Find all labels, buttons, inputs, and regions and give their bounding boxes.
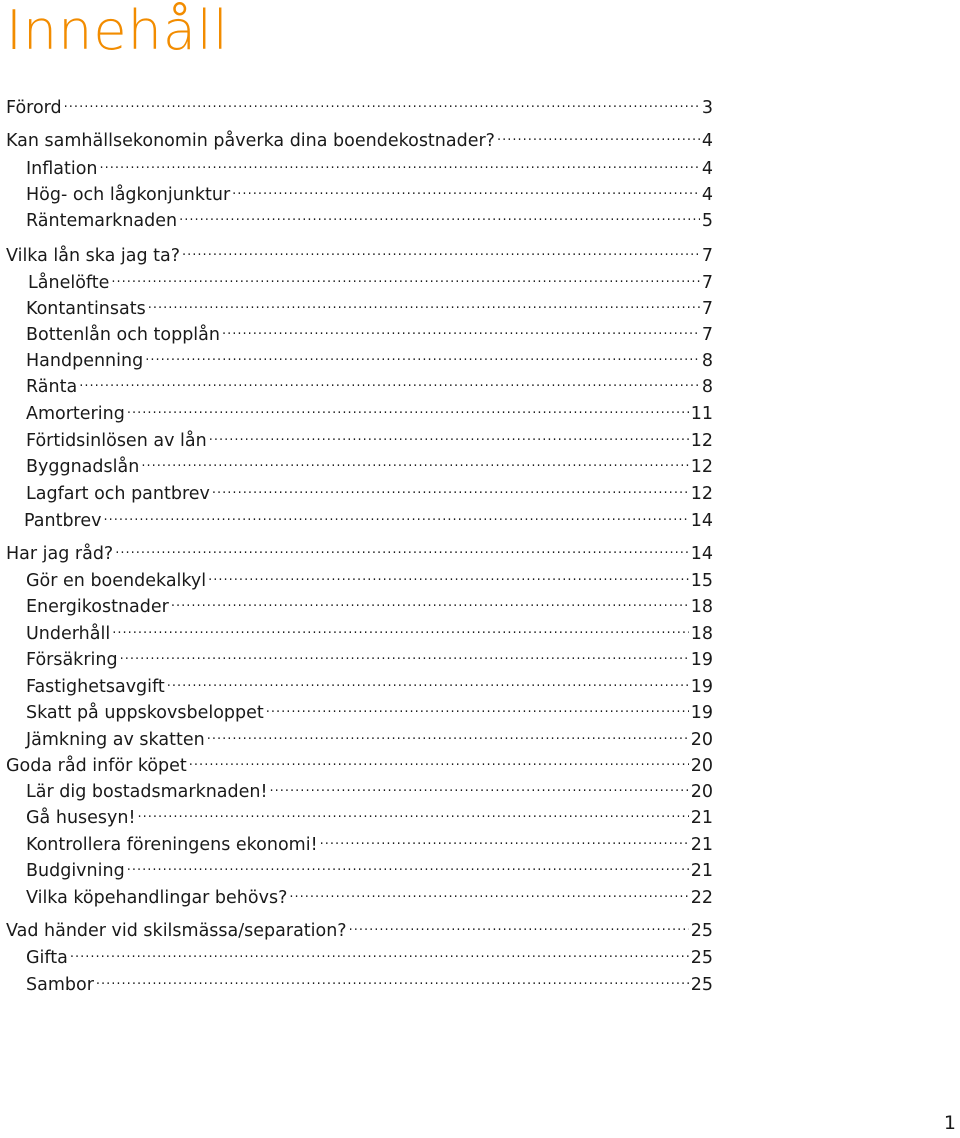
toc-entry <box>26 564 713 592</box>
toc-entry <box>26 643 713 671</box>
toc-entry <box>6 537 713 565</box>
dot-leader <box>79 370 700 392</box>
toc-entry-label: Lånelöfte <box>28 273 110 293</box>
toc-entry-page: 14 <box>690 544 713 564</box>
toc-entry-page: 7 <box>701 325 713 345</box>
toc-entry <box>6 749 713 777</box>
toc-entry <box>26 424 713 452</box>
toc-entry-page: 21 <box>690 808 713 828</box>
toc-entry-label: Förord <box>6 98 62 118</box>
toc-entry-page: 4 <box>701 159 713 179</box>
toc-entry-label: Inflation <box>26 159 98 179</box>
toc-entry-page: 21 <box>690 835 713 855</box>
toc-entry-label: Jämkning av skatten <box>26 730 205 750</box>
toc-entry-label: Kontantinsats <box>26 299 146 319</box>
toc-entry-label: Kan samhällsekonomin påverka dina boendekostnader? <box>6 131 495 151</box>
toc-entry-page: 7 <box>701 246 713 266</box>
page-number: 1 <box>943 1112 956 1134</box>
toc-entry-label: Vilka köpehandlingar behövs? <box>26 888 288 908</box>
toc-entry-label: Fastighetsavgift <box>26 677 165 697</box>
toc-entry <box>24 504 713 532</box>
toc-entry-page: 19 <box>690 677 713 697</box>
toc-entry <box>26 344 713 372</box>
toc-entry-page: 21 <box>690 861 713 881</box>
toc-entry-label: Försäkring <box>26 650 118 670</box>
toc-entry-label: Lär dig bostadsmarknaden! <box>26 782 268 802</box>
dot-leader <box>111 266 699 288</box>
toc-entry-label: Gå husesyn! <box>26 808 136 828</box>
toc-entry-label: Handpenning <box>26 351 144 371</box>
toc-entry-page: 25 <box>690 975 713 995</box>
dot-leader <box>209 424 689 446</box>
dot-leader <box>179 204 700 226</box>
toc-entry-label: Hög- och lågkonjunktur <box>26 185 231 205</box>
dot-leader <box>349 914 689 936</box>
toc-entry-label: Byggnadslån <box>26 457 140 477</box>
toc-entry-label: Bottenlån och topplån <box>26 325 220 345</box>
dot-leader <box>148 292 700 314</box>
toc-entry-page: 18 <box>690 597 713 617</box>
toc-entry-label: Sambor <box>26 975 94 995</box>
toc-entry <box>26 968 713 996</box>
toc-entry-page: 4 <box>701 131 713 151</box>
toc-entry <box>6 239 713 267</box>
dot-leader <box>100 152 700 174</box>
toc-entry <box>6 914 713 942</box>
toc-entry <box>26 670 713 698</box>
toc-entry <box>6 124 713 152</box>
dot-leader <box>289 881 688 903</box>
toc-entry-label: Gör en boendekalkyl <box>26 571 207 591</box>
toc-entry <box>26 775 713 803</box>
dot-leader <box>120 643 689 665</box>
dot-leader <box>96 968 689 990</box>
toc-entry-label: Goda råd inför köpet <box>6 756 187 776</box>
toc-entry-page: 8 <box>701 351 713 371</box>
toc-entry-label: Gifta <box>26 948 68 968</box>
toc-entry-page: 14 <box>690 511 713 531</box>
toc-entry-page: 25 <box>690 921 713 941</box>
toc-entry <box>26 370 713 398</box>
toc-entry-label: Amortering <box>26 404 125 424</box>
toc-entry <box>26 152 713 180</box>
dot-leader <box>270 775 689 797</box>
toc-entry <box>26 178 713 206</box>
toc-entry-page: 11 <box>690 404 713 424</box>
toc-entry-page: 18 <box>690 624 713 644</box>
dot-leader <box>182 239 700 261</box>
dot-leader <box>189 749 689 771</box>
toc-entry <box>26 318 713 346</box>
dot-leader <box>266 696 689 718</box>
toc-entry-page: 7 <box>701 273 713 293</box>
toc-entry <box>26 696 713 724</box>
toc-entry-label: Pantbrev <box>24 511 102 531</box>
toc-entry <box>26 801 713 829</box>
toc-entry-page: 20 <box>690 782 713 802</box>
toc-entry-page: 25 <box>690 948 713 968</box>
toc-entry <box>26 204 713 232</box>
toc-entry-label: Räntemarknaden <box>26 211 178 231</box>
toc-entry <box>26 590 713 618</box>
dot-leader <box>171 590 689 612</box>
toc-entry-page: 20 <box>690 730 713 750</box>
toc-entry-page: 19 <box>690 703 713 723</box>
dot-leader <box>212 477 689 499</box>
toc-entry <box>26 881 713 909</box>
dot-leader <box>207 723 689 745</box>
toc-entry-page: 15 <box>690 571 713 591</box>
dot-leader <box>115 537 689 559</box>
dot-leader <box>70 941 689 963</box>
toc-entry <box>26 397 713 425</box>
toc-entry <box>26 941 713 969</box>
toc-entry-page: 12 <box>690 431 713 451</box>
toc-entry <box>26 477 713 505</box>
dot-leader <box>222 318 700 340</box>
dot-leader <box>112 617 689 639</box>
dot-leader <box>64 91 700 113</box>
toc-entry-label: Energikostnader <box>26 597 169 617</box>
toc-entry <box>26 854 713 882</box>
toc-entry-label: Budgivning <box>26 861 125 881</box>
toc-entry <box>26 723 713 751</box>
dot-leader <box>208 564 689 586</box>
toc-entry-label: Kontrollera föreningens ekonomi! <box>26 835 318 855</box>
toc-entry-label: Har jag råd? <box>6 544 114 564</box>
toc-entry-label: Lagfart och pantbrev <box>26 484 210 504</box>
dot-leader <box>320 828 689 850</box>
dot-leader <box>104 504 689 526</box>
toc-entry-page: 4 <box>701 185 713 205</box>
toc-entry-page: 8 <box>701 377 713 397</box>
toc-entry <box>6 91 713 119</box>
toc-entry-page: 7 <box>701 299 713 319</box>
toc-entry-label: Skatt på uppskovsbeloppet <box>26 703 264 723</box>
toc-entry-page: 12 <box>690 457 713 477</box>
toc-entry-label: Underhåll <box>26 624 111 644</box>
dot-leader <box>145 344 700 366</box>
toc-entry-page: 5 <box>701 211 713 231</box>
toc-entry-label: Vilka lån ska jag ta? <box>6 246 181 266</box>
dot-leader <box>167 670 689 692</box>
toc-entry-page: 20 <box>690 756 713 776</box>
toc-entry-page: 19 <box>690 650 713 670</box>
toc-entry <box>26 828 713 856</box>
dot-leader <box>232 178 700 200</box>
toc-entry-label: Ränta <box>26 377 78 397</box>
dot-leader <box>497 124 700 146</box>
toc-entry-label: Förtidsinlösen av lån <box>26 431 207 451</box>
toc-entry <box>26 617 713 645</box>
toc-entry <box>26 292 713 320</box>
toc-entry-page: 12 <box>690 484 713 504</box>
dot-leader <box>138 801 689 823</box>
dot-leader <box>127 854 689 876</box>
dot-leader <box>141 450 688 472</box>
toc-entry-label: Vad händer vid skilsmässa/separation? <box>6 921 347 941</box>
toc-entry-page: 3 <box>701 98 713 118</box>
toc-entry <box>28 266 713 294</box>
page-title: Innehåll <box>6 0 229 62</box>
toc-entry <box>26 450 713 478</box>
toc-entry-page: 22 <box>690 888 713 908</box>
dot-leader <box>127 397 689 419</box>
